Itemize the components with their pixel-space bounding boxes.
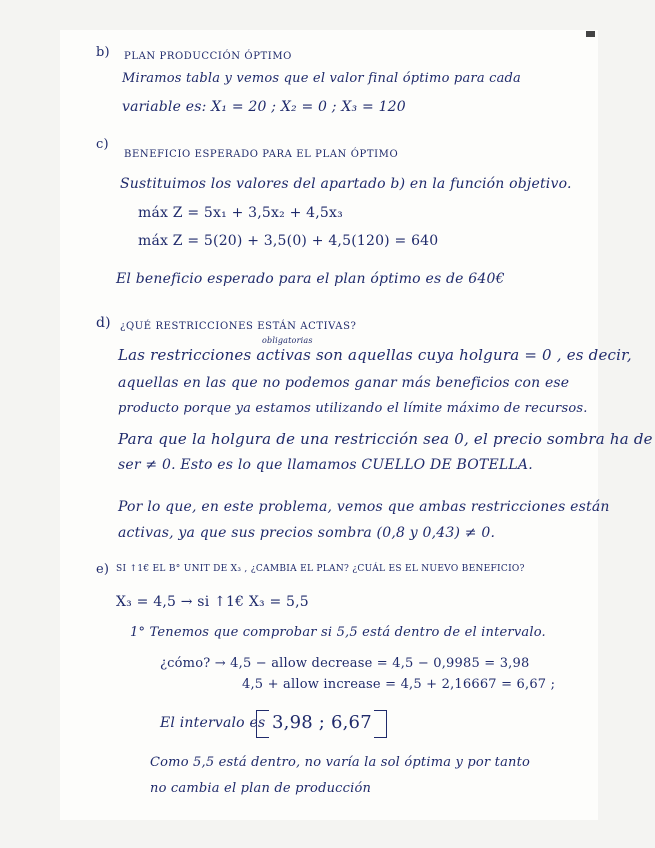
section-b-line-1: Miramos tabla y vemos que el valor final óptimo para cada	[122, 71, 522, 86]
section-c-line-1: Sustituimos los valores del apartado b) en la función objetivo.	[120, 176, 572, 192]
section-e-line-6: Como 5,5 está dentro, no varía la sol óptima y por tanto	[150, 755, 531, 770]
section-d-line-2: aquellas en las que no podemos ganar más beneficios con ese	[118, 375, 570, 391]
section-d-line-1: Las restricciones activas son aquellas cuya holgura = 0 , es decir,	[118, 346, 632, 364]
section-c-label: c)	[96, 137, 109, 152]
section-e-line-7: no cambia el plan de producción	[150, 781, 372, 796]
scan-corner-mark	[586, 31, 595, 37]
section-b-line-2: variable es: X₁ = 20 ; X₂ = 0 ; X₃ = 120	[122, 99, 406, 115]
section-e-interval-label: El intervalo es	[160, 715, 266, 731]
section-e-line-3: ¿cómo? → 4,5 − allow decrease = 4,5 − 0,9985 = 3,98	[160, 656, 530, 671]
interval-open-bracket	[256, 710, 269, 738]
section-d-label: d)	[96, 315, 111, 331]
section-c-heading: BENEFICIO ESPERADO PARA EL PLAN ÓPTIMO	[124, 149, 399, 160]
section-d-line-6: Por lo que, en este problema, vemos que ambas restricciones están	[118, 499, 610, 515]
section-b-label: b)	[96, 45, 110, 60]
section-c-calculation: máx Z = 5(20) + 3,5(0) + 4,5(120) = 640	[138, 233, 439, 249]
section-e-line-2: 1° Tenemos que comprobar si 5,5 está dentro de el intervalo.	[130, 625, 546, 640]
section-b-heading: PLAN PRODUCCIÓN ÓPTIMO	[124, 51, 292, 62]
section-d-heading: ¿QUÉ RESTRICCIONES ESTÁN ACTIVAS?	[120, 321, 357, 332]
section-d-line-5: ser ≠ 0. Esto es lo que llamamos CUELLO DE BOTELLA.	[118, 457, 533, 473]
section-e-line-4: 4,5 + allow increase = 4,5 + 2,16667 = 6,67 ;	[242, 677, 556, 692]
section-d-line-3: producto porque ya estamos utilizando el límite máximo de recursos.	[118, 401, 588, 416]
section-e-heading: SI ↑1€ EL B° UNIT DE X₃ , ¿CAMBIA EL PLAN? ¿CUÁL ES EL NUEVO BENEFICIO?	[116, 564, 525, 574]
section-d-line-4: Para que la holgura de una restricción sea 0, el precio sombra ha de	[118, 430, 653, 448]
section-c-objective: máx Z = 5x₁ + 3,5x₂ + 4,5x₃	[138, 205, 343, 221]
section-d-line-7: activas, ya que sus precios sombra (0,8 y 0,43) ≠ 0.	[118, 525, 496, 541]
section-d-note: obligatorias	[262, 336, 313, 345]
section-e-interval: 3,98 ; 6,67	[272, 712, 372, 733]
interval-close-bracket	[374, 710, 387, 738]
section-e-line-1: X₃ = 4,5 → si ↑1€ X₃ = 5,5	[116, 594, 309, 610]
section-c-conclusion: El beneficio esperado para el plan óptimo es de 640€	[116, 271, 505, 287]
section-e-label: e)	[96, 562, 110, 577]
